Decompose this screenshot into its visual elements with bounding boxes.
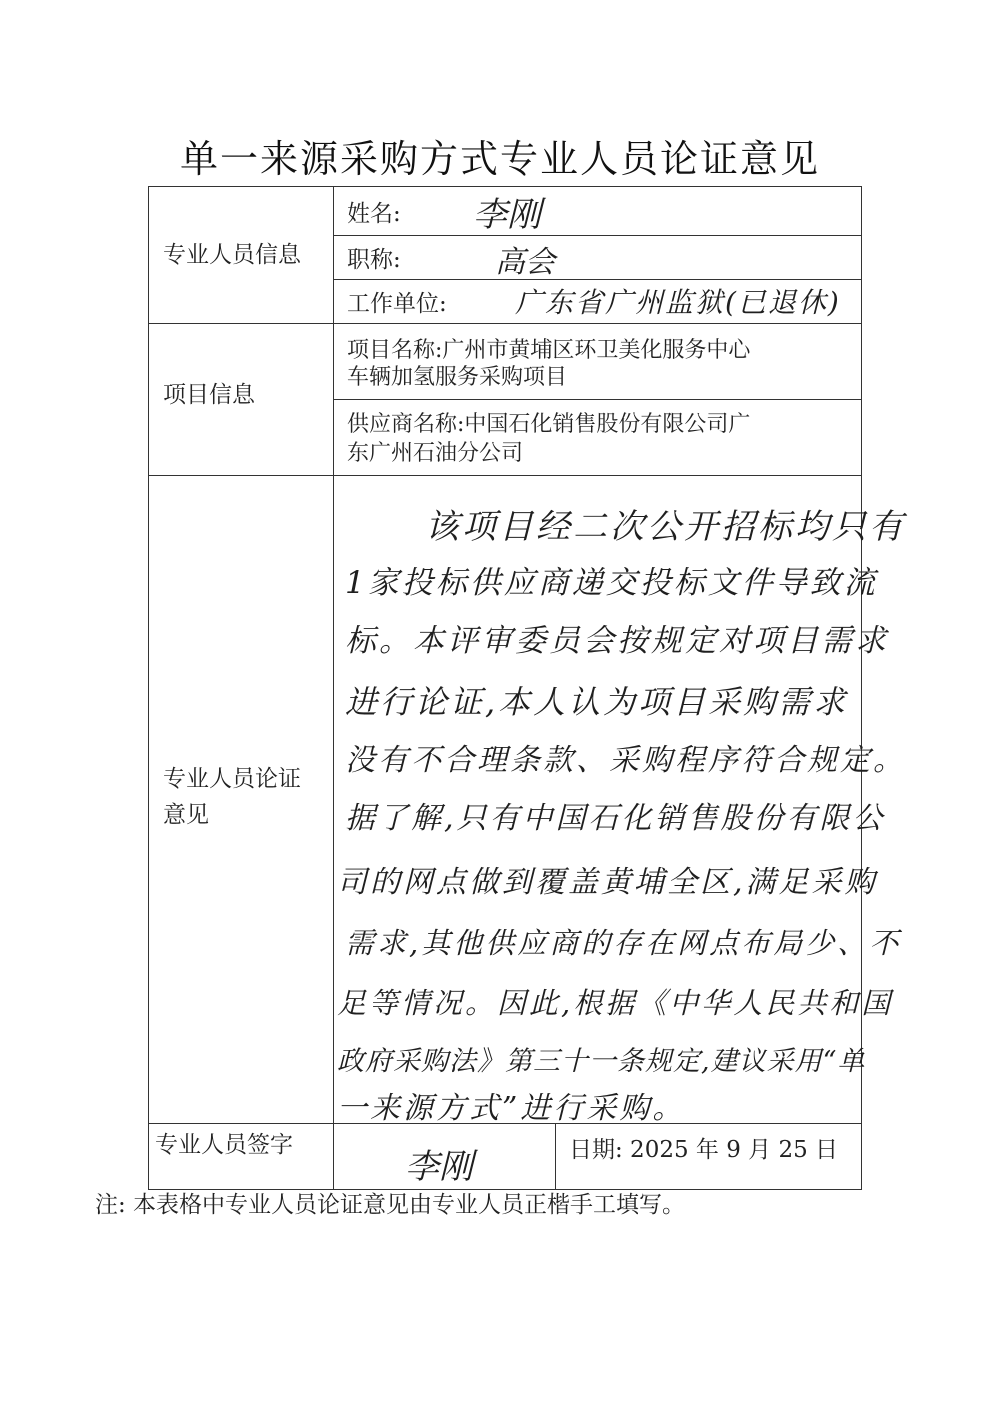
- project-name-line2: 车辆加氢服务采购项目: [347, 365, 568, 390]
- row-divider-name: [333, 235, 861, 236]
- form-title: 单一来源采购方式专业人员论证意见: [179, 137, 820, 181]
- opinion-text-line: 进行论证,本人认为项目采购需求: [345, 683, 849, 721]
- opinion-text-line: 该项目经二次公开招标均只有: [425, 507, 906, 547]
- opinion-text-line: 需求,其他供应商的存在网点布局少、不: [345, 926, 902, 960]
- org-value-handwritten: 广东省广州监狱(已退休): [515, 286, 841, 319]
- signature-date: 日期: 2025 年 9 月 25 日: [569, 1137, 839, 1163]
- opinion-label-line2: 意见: [163, 802, 209, 828]
- org-label: 工作单位:: [347, 291, 447, 317]
- name-label: 姓名:: [347, 201, 401, 227]
- opinion-text-line: 政府采购法》第三十一条规定,建议采用“单: [337, 1046, 866, 1077]
- title-value-handwritten: 高会: [495, 245, 555, 280]
- opinion-text-line: 一来源方式”进行采购。: [337, 1091, 686, 1126]
- project-info-label: 项目信息: [163, 382, 255, 408]
- column-divider: [333, 187, 334, 1189]
- signature-handwritten: 李刚: [405, 1147, 473, 1187]
- form-footnote: 注: 本表格中专业人员论证意见由专业人员正楷手工填写。: [95, 1192, 686, 1218]
- row-divider-project: [333, 399, 861, 400]
- supplier-line2: 东广州石油分公司: [347, 441, 524, 466]
- supplier-line1: 供应商名称:中国石化销售股份有限公司广: [347, 412, 751, 437]
- signature-label: 专业人员签字: [155, 1132, 293, 1158]
- opinion-label-line1: 专业人员论证: [163, 766, 301, 792]
- opinion-text-line: 足等情况。因此,根据《中华人民共和国: [337, 986, 894, 1020]
- title-label: 职称:: [347, 247, 401, 273]
- section-divider-project: [149, 475, 861, 476]
- row-divider-title: [333, 279, 861, 280]
- signature-date-divider: [555, 1123, 556, 1189]
- expert-info-label: 专业人员信息: [163, 242, 301, 268]
- opinion-text-line: 1家投标供应商递交投标文件导致流: [345, 565, 878, 601]
- opinion-text-line: 标。本评审委员会按规定对项目需求: [345, 623, 889, 659]
- project-name-line1: 项目名称:广州市黄埔区环卫美化服务中心: [347, 338, 751, 363]
- opinion-text-line: 没有不合理条款、采购程序符合规定。: [345, 743, 906, 778]
- name-value-handwritten: 李刚: [473, 195, 541, 235]
- opinion-text-line: 据了解,只有中国石化销售股份有限公: [345, 801, 886, 836]
- section-divider-expert: [149, 323, 861, 324]
- opinion-text-line: 司的网点做到覆盖黄埔全区,满足采购: [337, 865, 878, 900]
- form-table: [148, 186, 906, 1190]
